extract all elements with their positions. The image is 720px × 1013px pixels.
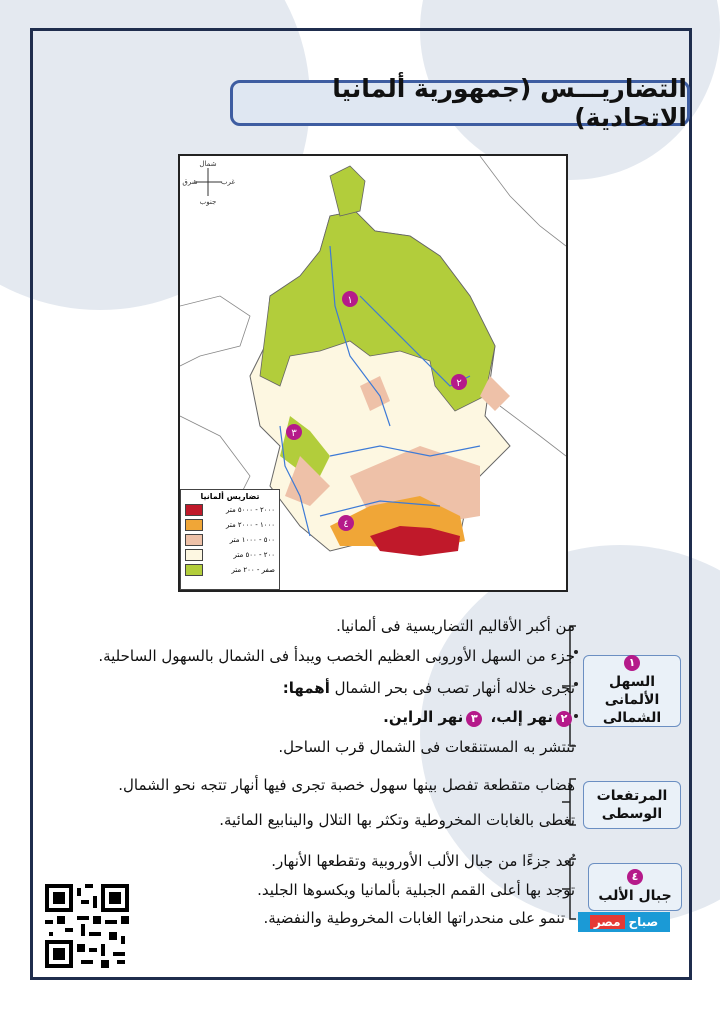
section3-line2: توجد بها أعلى القمم الجبلية بألمانيا ويكسوها الجليد. (257, 881, 575, 899)
compass-north: شمال (199, 160, 217, 168)
label-alps (588, 863, 682, 911)
legend-label: صفر - ٢٠٠ متر (231, 566, 275, 574)
legend-row (185, 564, 275, 576)
compass-south: جنوب (199, 198, 217, 206)
section1-line3 (283, 679, 575, 697)
label-north-german-plain (583, 655, 681, 727)
map-marker-4 (338, 515, 354, 531)
legend-label: ٥٠٠ - ١٠٠٠ متر (229, 536, 275, 544)
section1-line3-bold: أهمها: (282, 679, 330, 697)
map-marker-1 (342, 291, 358, 307)
legend-row (185, 519, 275, 531)
legend-label: ٢٠٠٠ - ٥٠٠٠ متر (225, 506, 275, 514)
section3-line1: تُعد جزءًا من جبال الألب الأوروبية وتقطعها الأنهار. (271, 852, 575, 870)
section1-number-badge: ١ (624, 655, 640, 671)
watermark-text-a: مصر (590, 915, 625, 929)
section2-line2: تغطى بالغابات المخروطية وتكثر بها التلال والينابيع المائية. (219, 811, 575, 829)
legend-label: ٢٠٠ - ٥٠٠ متر (233, 551, 275, 559)
qr-code[interactable] (45, 884, 129, 968)
river-rhine: نهر الراين. (383, 708, 464, 726)
section1-rivers (383, 708, 575, 727)
river1-number-badge: ٢ (556, 711, 572, 727)
legend-swatch (185, 519, 203, 531)
river-elbe: نهر إلب، (490, 708, 553, 726)
legend-rows (185, 504, 275, 576)
legend-swatch (185, 534, 203, 546)
legend-row (185, 504, 275, 516)
legend-title: تضاريس ألمانيا (200, 492, 260, 501)
legend-label: ١٠٠٠ - ٢٠٠٠ متر (225, 521, 275, 529)
legend-swatch (185, 564, 203, 576)
map-legend (180, 489, 280, 590)
watermark-logo (578, 912, 670, 932)
compass-west: غرب (220, 178, 236, 186)
svg-text:٤: ٤ (343, 519, 349, 530)
legend-swatch (185, 504, 203, 516)
section1-label-line2: الألمانى الشمالى (602, 692, 662, 726)
section1-label-line1: السهل (608, 674, 656, 690)
legend-swatch (185, 549, 203, 561)
section3-label-line1: جبال الألب (598, 888, 672, 904)
map-marker-2 (451, 374, 467, 390)
section2-line1: هضاب متقطعة تفصل بينها سهول خصبة تجرى فيها أنهار تتجه نحو الشمال. (118, 776, 575, 794)
legend-row (185, 549, 275, 561)
label-central-uplands (583, 781, 681, 829)
section2-label-line2: الوسطى (601, 806, 663, 822)
map-marker-3 (286, 424, 302, 440)
page-title-text: التضاريـــس (جمهورية ألمانيا الاتحادية) (332, 74, 687, 132)
legend-row (185, 534, 275, 546)
section1-line5: تنتشر به المستنقعات فى الشمال قرب الساحل. (278, 738, 575, 756)
svg-text:١: ١ (347, 295, 353, 306)
river2-number-badge: ٣ (466, 711, 482, 727)
svg-text:٢: ٢ (456, 378, 462, 389)
page-title (230, 74, 690, 132)
svg-text:٣: ٣ (291, 428, 297, 439)
section1-line2: جزء من السهل الأوروبى العظيم الخصب ويبدأ فى الشمال بالسهول الساحلية. (98, 647, 575, 665)
watermark-text-b: صباح (628, 915, 659, 929)
section1-line1: من أكبر الأقاليم التضاريسية فى ألمانيا. (336, 617, 575, 635)
section3-line3: تنمو على منحدراتها الغابات المخروطية والنفضية. (263, 909, 565, 927)
section3-number-badge: ٤ (627, 869, 643, 885)
section2-label-line1: المرتفعات (596, 788, 668, 804)
section1-line3-text: تجرى خلاله أنهار تصب فى بحر الشمال (329, 679, 575, 697)
relief-map (178, 154, 568, 592)
compass-east: شرق (182, 178, 198, 186)
